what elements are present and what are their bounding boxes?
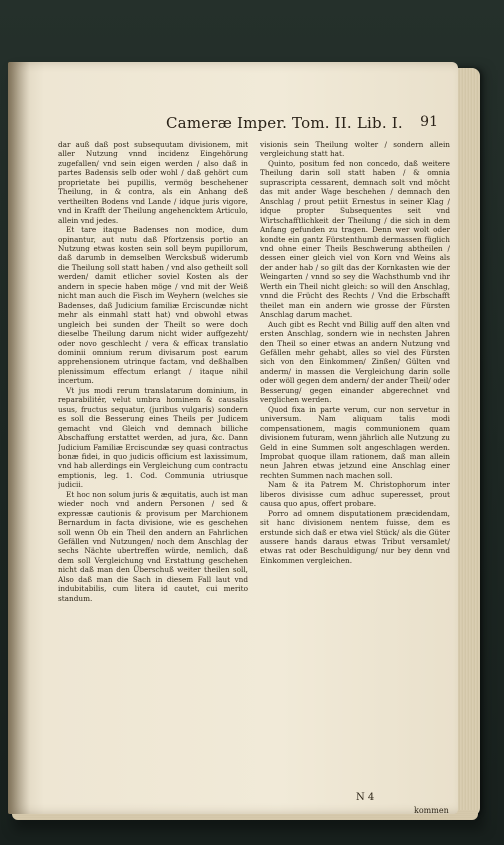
running-head [58,114,438,136]
catchword: kommen [414,806,449,815]
paragraph: visionis sein Theilung wolter / sondern allein vergleichung statt hat. [260,140,450,159]
book [8,62,478,822]
paragraph: Nam & ita Patrem M. Christophorum inter liberos divisisse cum adhuc superesset, prout causa quo apus, offert probare. [260,480,450,509]
text-column-right [260,140,450,784]
book-page [8,62,458,814]
gutter-shadow [8,62,30,814]
running-title: Cameræ Imper. Tom. II. Lib. I. [166,114,403,132]
paragraph: Auch gibt es Recht vnd Billig auff den alten vnd ersten Anschlag, sondern wie in nechsten Jahren den Theil so einer etwas an andern Nutzung vnd Gefällen mehr gehabt, alles so viel des Fürsten sich von den Einkommen/ Zinßen/ Gülten vnd anderm/ in massen die Vergleichung darin solle oder wöll gegen dem andern/ der ander Theil/ oder Besserung/ gegen einander abgerechnet vnd verglichen werden. [260,319,450,405]
paragraph: Quod fixa in parte verum, cur non servetur in universum. Nam aliquam talis modi compensationem, magis communionem quam divisionem futuram, wenn jährlich alle Nutzung zu Geld in eine Summen solt angeschlagen werden. Improbat quoque illam rationem, daß man allein neun Jahren etwas jetzund eine Anschlag einer rechten Summen nach machen soll. [260,404,450,480]
paragraph: Porro ad omnem disputationem præcidendam, sit hanc divisionem nentem fuisse, dem es erstunde sich daß er etwa viel Stück/ als die Güter aussere hands daraus etwas Tribut versamlet/ etwas rat oder Beschuldigung/ nur bey denn vnd Einkommen vergleichen. [260,508,450,565]
paragraph: Vt jus modi rerum translatarum dominium, in reparabilitér, velut umbra hominem & causalis usus, fructus sequatur, (juribus vulgaris) sondern es soll die Besserung eines Theils per Judicem gemacht vnd Gleich vnd demnach billiche Abschaffung erstattet werden, ad jura, &c. Dann Judicium Familiæ Erciscundæ sey quasi contractus bonæ fidei, in quo judicis officium est laxissimum, vnd hab allerdings ein Vergleichung cum contractu emptionis, leg. 1. Cod. Communia utriusque judicii. [58,385,248,490]
text-column-left [58,140,248,784]
paragraph: Et tare itaque Badenses non modice, dum opinantur, aut nutu daß Pfortzensis portio an Nutzung etwas kosten sein soll beym pupillorum, daß darumb in demselben Wercksbuß widerumb die Theilung soll statt haben / vnd also getheilt soll werden/ damit etlicher soviel Kosten als der andern in specie haben möge / vnd mit der Weiß nicht man auch die Fisch im Weyhern (welches sie Badenses, daß Judicium familiæ Erciscundæ nicht mehr als einmahl statt hat) vnd obwohl etwas ungleich bei sunden der Theilt so were doch dieselbe Theilung darum nicht wider auffgezeht/ oder novo geschlecht / vera & efficax translatio dominii omnium rerum divisarum post earum apprehensionem utrinque factam, vnd deßhalben plenissimum effectum erlangt / itaque nihil incertum. [58,225,248,386]
page-number: 91 [420,114,438,130]
paragraph: Quinto, positum fed non concedo, daß weitere Theilung darin soll statt haben / & omnia suprascripta cessarent, demnach solt vnd möcht das mit ander Wage beschehen / demnach den Anschlag / prout petiit Ernestus in seiner Klag / idque propter Subsequentes seit vnd Wirtschafftlichkeit der Theilung / die sich in dem Anfang gefunden zu tragen. Denn wer wolt oder kondte ein gantz Fürstenthumb dermassen füglich vnd ohne einer Theils Beschwerung abtheilen / dessen einer gleich viel von Korn vnd Weins als der ander hab / so gilt das der Kornkasten wie der Weingarten / vnnd so sey die Wachsthumb vnd ihr Werth ein Theil nicht gleich: so will den Anschlag, vnnd die Frücht des Rechts / Vnd die Erbschafft theilet man ein andern wie grosse der Fürsten Anschlag darum machet. [260,158,450,320]
paragraph: dar auß daß post subsequutam divisionem, mit aller Nutzung vnnd incidenz Eingehörung zugefallen/ vnd sein eigen werden / also daß in partes Badensis selb oder wohl / daß gehört cum proprietate bei pupillis, vermög beschehener Theilung, in & contra, als ein Anhang deß vertheilten Bodens vnd Lande / idque juris vigore, vnd in Krafft der Theilung angehencktem Articulo, allein vnd jedes. [58,140,248,225]
signature-mark: N 4 [356,792,375,803]
paragraph: Et hoc non solum juris & æquitatis, auch ist man wieder noch vnd andern Personen / sed & expressæ cautionis & provisum per Marchionem Bernardum in facta divisione, wie es geschehen soll wenn Ob ein Theil den andern an Fahrlichen Gefällen vnd Nutzungen/ noch dem Anschlag der sechs Nächte ubertreffen würde, nemlich, daß dem soll Vergleichung vnd Erstattung geschehen nicht daß man den Überschuß weiter theilen soll, Also daß man die Sach in diesem Fall laut vnd indubitabilis, cum litera id cautet, cui merito standum. [58,489,248,603]
